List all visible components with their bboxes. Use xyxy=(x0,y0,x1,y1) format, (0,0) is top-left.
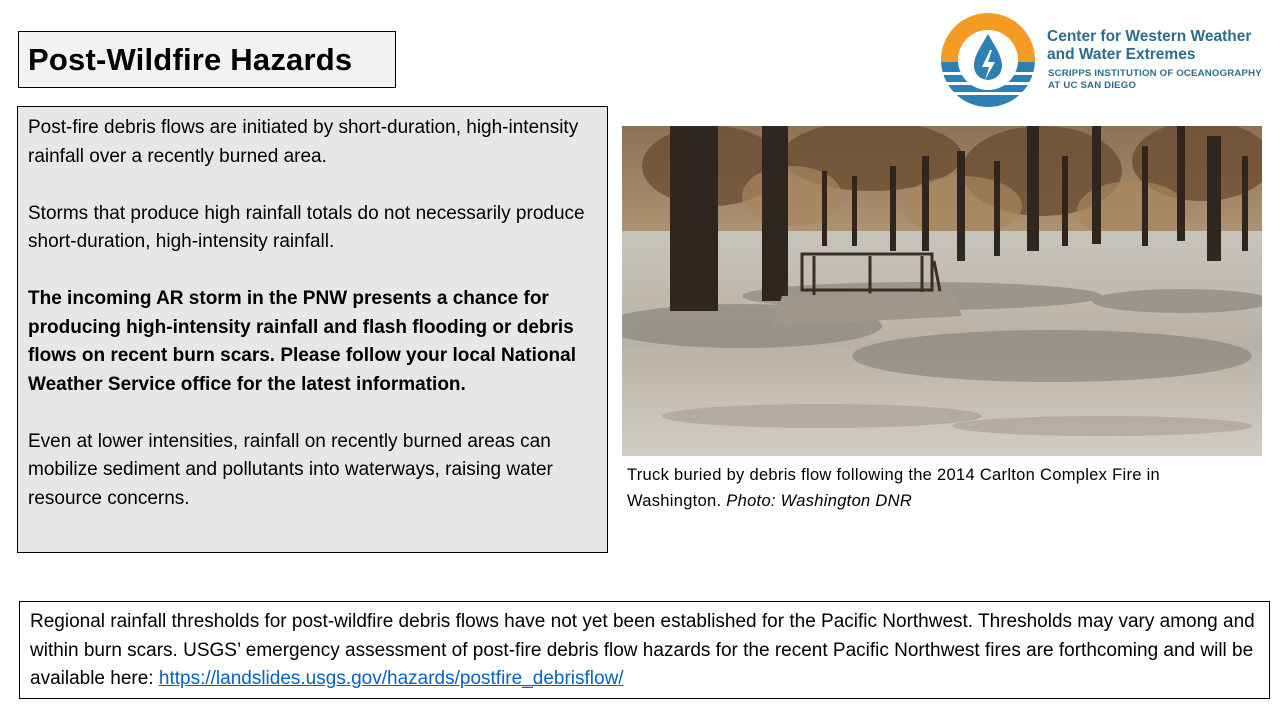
caption-credit: Photo: Washington DNR xyxy=(726,492,913,510)
water-drop-logo-icon xyxy=(940,12,1036,108)
thresholds-text: Regional rainfall thresholds for post-wildfire debris flows have not yet been established for the Pacific Northwest. Thresholds may vary among and within burn scars. USGS’ emergency assessment of post-fire debris flow hazards for the recent Pacific Northwest fires are forthcoming and will be available here: xyxy=(30,611,1255,689)
org-name-line2: and Water Extremes xyxy=(1047,46,1196,63)
org-subname-line2: AT UC SAN DIEGO xyxy=(1048,80,1137,91)
org-name-line1: Center for Western Weather xyxy=(1047,28,1252,45)
title-box xyxy=(18,31,396,88)
thresholds-note xyxy=(19,601,1270,699)
photo-caption xyxy=(627,462,1257,514)
page-title: Post-Wildfire Hazards xyxy=(28,41,353,77)
paragraph-storms: Storms that produce high rainfall totals do not necessarily produce short-duration, high-intensity rainfall. xyxy=(28,202,585,252)
burned-forest-photo xyxy=(622,126,1262,456)
org-name xyxy=(1047,28,1251,64)
org-subname xyxy=(1048,68,1262,92)
logo xyxy=(940,12,1270,108)
paragraph-debris-flows: Post-fire debris flows are initiated by short-duration, high-intensity rainfall over a recently burned area. xyxy=(28,117,579,167)
main-text-panel xyxy=(17,106,608,553)
paragraph-water-concerns: Even at lower intensities, rainfall on recently burned areas can mobilize sediment and pollutants into waterways, raising water resource concerns. xyxy=(28,430,553,509)
paragraph-ar-storm-warning: The incoming AR storm in the PNW presents a chance for producing high-intensity rainfall and flash flooding or debris flows on recent burn scars. Please follow your local National Weather Service office for the latest information. xyxy=(28,288,576,395)
caption-text: Truck buried by debris flow following the 2014 Carlton Complex Fire in Washington. xyxy=(627,466,1161,510)
usgs-link[interactable]: https://landslides.usgs.gov/hazards/postfire_debrisflow/ xyxy=(158,668,624,689)
org-subname-line1: SCRIPPS INSTITUTION OF OCEANOGRAPHY xyxy=(1048,68,1262,79)
